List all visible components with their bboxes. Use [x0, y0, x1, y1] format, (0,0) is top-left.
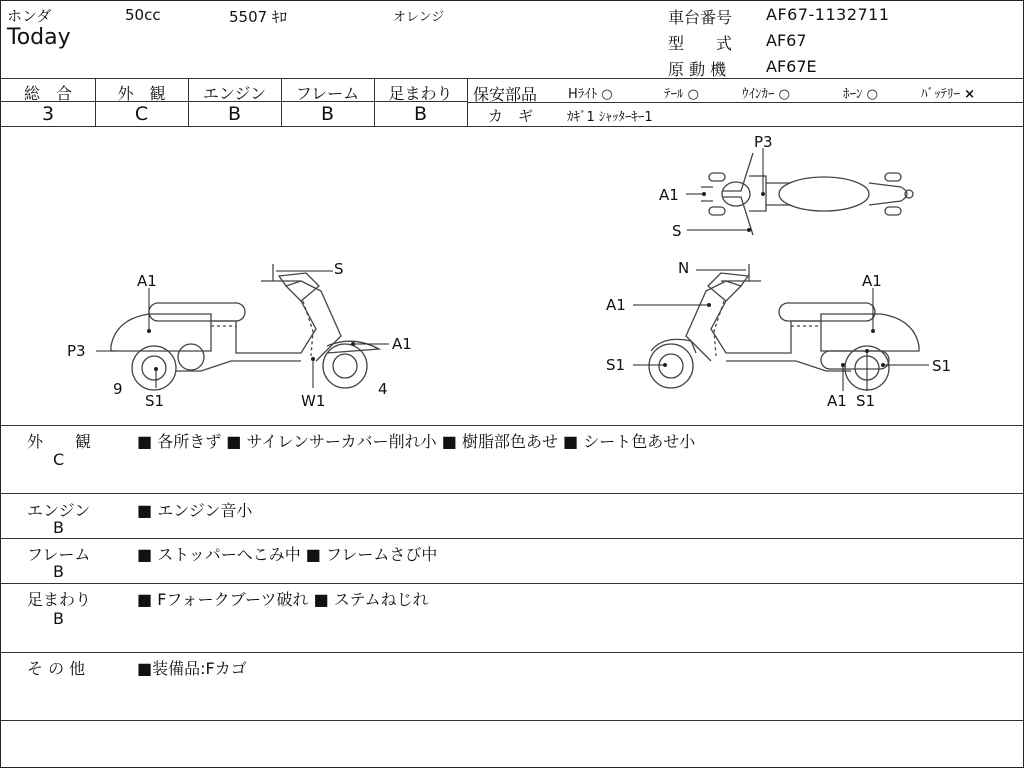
divider [467, 102, 1023, 103]
divider [1, 583, 1023, 584]
label-right-s1-right: S1 [932, 357, 952, 375]
remark-notes-frame: ■ ストッパーへこみ中 ■ フレームさび中 [137, 545, 438, 564]
remark-notes-engine: ■ エンジン音小 [137, 501, 253, 520]
remark-notes-other: ■装備品:Fカゴ [137, 659, 247, 678]
maker: ホンダ [7, 7, 52, 25]
label-left-4: 4 [378, 380, 388, 398]
label-left-s: S [334, 260, 344, 278]
divider [1, 538, 1023, 539]
label-top-p3: P3 [754, 133, 773, 151]
type-label: 型 式 [668, 34, 733, 53]
remark-label-suspension: 足まわり [27, 590, 92, 609]
label-top-s: S [672, 222, 682, 240]
safety-item-headlight: Hﾗｲﾄ ○ [568, 87, 613, 102]
divider [1, 425, 1023, 426]
remark-grade-frame: B [53, 562, 64, 581]
grade-label-suspension: 足まわり [388, 84, 453, 103]
label-right-a1-top: A1 [862, 272, 882, 290]
engine-value: AF67E [766, 57, 817, 76]
color: オレンジ [393, 10, 445, 25]
remark-label-other: そ の 他 [27, 659, 86, 678]
safety-item-winker: ｳｲﾝｶｰ ○ [742, 87, 790, 102]
label-right-a1-front: A1 [606, 296, 626, 314]
keys-label: カ ギ [488, 107, 534, 125]
check-mark-icon: ○ [601, 87, 613, 102]
remark-label-appearance: 外 観 [27, 432, 92, 451]
grade-label-overall: 総 合 [23, 84, 72, 103]
remark-label-engine: エンジン [27, 501, 91, 520]
grade-value-engine: B [227, 103, 242, 125]
divider [1, 720, 1023, 721]
grade-value-overall: 3 [41, 103, 55, 125]
divider [1, 78, 1023, 79]
grade-label-appearance: 外 観 [117, 84, 166, 103]
label-right-a1-bottom: A1 [827, 392, 847, 410]
mileage: 5507 ｷﾛ [229, 8, 287, 26]
model-name: Today [7, 25, 71, 50]
check-mark-icon: ○ [866, 87, 878, 102]
check-mark-icon: ○ [778, 87, 790, 102]
remark-label-frame: フレーム [27, 545, 91, 564]
divider [1, 493, 1023, 494]
label-left-a1-front: A1 [392, 335, 412, 353]
label-left-a1-top: A1 [137, 272, 157, 290]
check-mark-icon: ○ [687, 87, 699, 102]
safety-item-horn: ﾎｰﾝ ○ [843, 87, 878, 102]
label-left-w1: W1 [301, 392, 326, 410]
frame-no-label: 車台番号 [668, 8, 733, 27]
remark-grade-suspension: B [53, 609, 64, 628]
engine-label: 原 動 機 [668, 60, 727, 79]
label-left-s1: S1 [145, 392, 165, 410]
frame-no: AF67-1132711 [766, 5, 890, 24]
cross-mark-icon: × [964, 87, 976, 102]
label-right-s1-left: S1 [606, 356, 626, 374]
remark-notes-suspension: ■ Fフォークブーツ破れ ■ ステムねじれ [137, 590, 429, 609]
damage-diagram [1, 127, 1023, 425]
safety-label: 保安部品 [473, 85, 538, 104]
label-left-p3: P3 [67, 342, 86, 360]
safety-item-tail: ﾃｰﾙ ○ [664, 87, 699, 102]
remark-grade-appearance: C [53, 450, 65, 469]
grade-value-appearance: C [134, 103, 149, 125]
type-value: AF67 [766, 31, 807, 50]
grade-label-engine: エンジン [202, 84, 267, 103]
grade-value-suspension: B [413, 103, 428, 125]
keys-value: ｶｷﾞ1 ｼｬｯﾀｰｷｰ1 [567, 110, 653, 125]
displacement: 50cc [125, 6, 161, 24]
grade-value-frame: B [320, 103, 335, 125]
label-right-s1-bottom: S1 [856, 392, 876, 410]
label-left-9: 9 [113, 380, 123, 398]
remark-notes-appearance: ■ 各所きず ■ サイレンサーカバー削れ小 ■ 樹脂部色あせ ■ シート色あせ小 [137, 432, 696, 451]
divider [1, 652, 1023, 653]
scooter-top-view [701, 153, 913, 235]
label-top-a1: A1 [659, 186, 679, 204]
grade-label-frame: フレーム [295, 84, 360, 103]
remark-grade-engine: B [53, 518, 64, 537]
label-right-n: N [678, 259, 690, 277]
safety-item-battery: ﾊﾞｯﾃﾘｰ × [921, 87, 976, 102]
